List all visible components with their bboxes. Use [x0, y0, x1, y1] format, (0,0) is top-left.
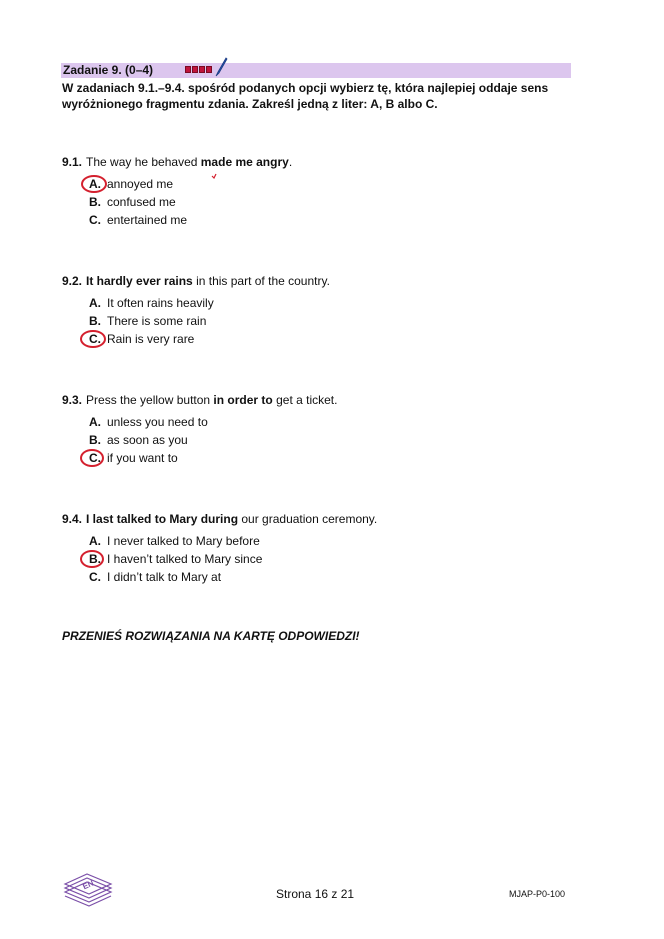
- question-number: 9.3.: [62, 393, 83, 407]
- score-box: [192, 66, 198, 73]
- option-text: I never talked to Mary before: [107, 534, 260, 548]
- transfer-note: PRZENIEŚ ROZWIĄZANIA NA KARTĘ ODPOWIEDZI!: [62, 629, 360, 643]
- option-text: Rain is very rare: [107, 332, 195, 346]
- question-text-end: .: [288, 155, 293, 169]
- logo-text: EN: [81, 878, 96, 892]
- question-number: 9.2.: [62, 274, 83, 288]
- highlighted-fragment: It hardly ever rains: [86, 274, 193, 288]
- task-header: [61, 63, 571, 78]
- option-letter: C.: [89, 332, 101, 346]
- option-text: as soon as you: [107, 433, 188, 447]
- question-9-1: [62, 154, 292, 170]
- question-text-end: our graduation ceremony.: [238, 512, 378, 526]
- option-text: There is some rain: [107, 314, 207, 328]
- highlighted-fragment: in order to: [213, 393, 273, 407]
- option-letter: A.: [89, 415, 101, 429]
- option-text: I haven’t talked to Mary since: [107, 552, 263, 566]
- option-letter: B.: [89, 314, 101, 328]
- score-box: [206, 66, 212, 73]
- highlighted-fragment: I last talked to Mary during: [86, 512, 239, 526]
- answer-circle: [80, 449, 104, 467]
- question-text-end: get a ticket.: [272, 393, 338, 407]
- option-text: I didn’t talk to Mary at: [107, 570, 222, 584]
- option-b[interactable]: [89, 551, 262, 567]
- option-text: unless you need to: [107, 415, 208, 429]
- option-c[interactable]: [89, 569, 221, 585]
- pen-icon: [214, 57, 228, 77]
- option-text: if you want to: [107, 451, 178, 465]
- option-letter: C.: [89, 213, 101, 227]
- option-b[interactable]: [89, 432, 188, 448]
- option-letter: A.: [89, 296, 101, 310]
- highlighted-fragment: made me angry: [200, 155, 289, 169]
- answer-circle: [80, 330, 106, 348]
- option-a[interactable]: [89, 295, 214, 311]
- score-boxes: [185, 66, 213, 73]
- question-text: Press the yellow button: [86, 393, 214, 407]
- option-a[interactable]: [89, 414, 208, 430]
- score-box: [199, 66, 205, 73]
- question-text-end: in this part of the country.: [192, 274, 330, 288]
- option-letter: A.: [89, 534, 101, 548]
- question-text: The way he behaved: [86, 155, 201, 169]
- option-a[interactable]: [89, 533, 260, 549]
- option-letter: B.: [89, 433, 101, 447]
- task-instruction: W zadaniach 9.1.–9.4. spośród podanych opcji wybierz tę, która najlepiej oddaje sens wyróżnionego fragmentu zdania. Zakreśl jedną z liter: A, B albo C.: [62, 81, 549, 111]
- answer-circle: [80, 550, 104, 568]
- question-9-3: [62, 392, 337, 408]
- option-letter: C.: [89, 451, 101, 465]
- option-text: annoyed me: [107, 177, 174, 191]
- tick-mark-icon: [211, 173, 217, 179]
- score-box: [185, 66, 191, 73]
- cke-logo-icon: [61, 868, 117, 908]
- exam-code: MJAP-P0-100: [509, 889, 566, 899]
- answer-circle: [81, 175, 107, 193]
- page-number: Strona 16 z 21: [276, 887, 355, 901]
- option-text: It often rains heavily: [107, 296, 214, 310]
- question-9-2: [62, 273, 330, 289]
- option-c[interactable]: [89, 212, 187, 228]
- option-b[interactable]: [89, 194, 176, 210]
- question-9-4: [62, 511, 377, 527]
- option-b[interactable]: [89, 313, 206, 329]
- option-letter: B.: [89, 195, 101, 209]
- option-letter: B.: [89, 552, 101, 566]
- option-text: confused me: [107, 195, 176, 209]
- option-letter: A.: [89, 177, 101, 191]
- option-letter: C.: [89, 570, 101, 584]
- question-number: 9.1.: [62, 155, 83, 169]
- task-title: Zadanie 9. (0–4): [63, 63, 154, 77]
- question-number: 9.4.: [62, 512, 83, 526]
- option-text: entertained me: [107, 213, 188, 227]
